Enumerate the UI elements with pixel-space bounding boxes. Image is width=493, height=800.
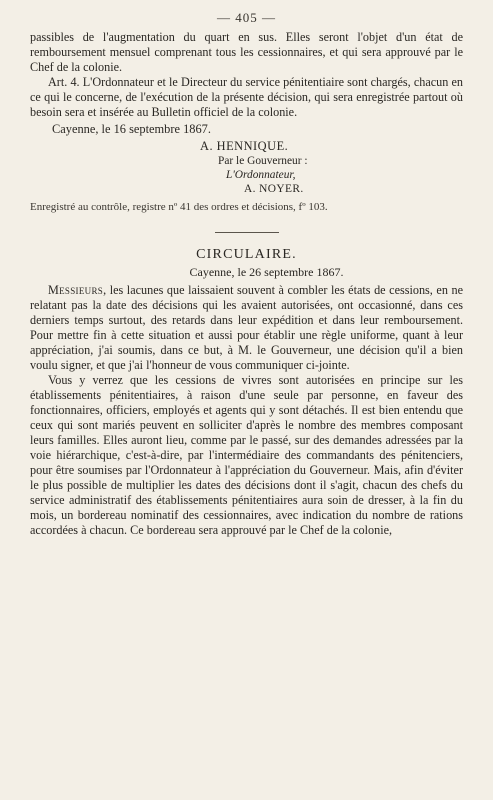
circular-salutation: Messieurs: [48, 283, 104, 297]
section-divider: [215, 232, 279, 233]
decision-place-date: Cayenne, le 16 septembre 1867.: [52, 122, 211, 136]
circular-paragraph-1: [30, 283, 463, 373]
signature-governor: A. HENNIQUE.: [200, 139, 289, 153]
page-number: — 405 —: [217, 10, 276, 25]
circular-paragraph-1-text: , les lacunes que laissaient souvent à combler les états de cessions, en ne relatant pas la date des décisions qui les avaient autorisées, ont occasionné, dans ces derniers temps surtout, des retards dans leur expédition et dans leur remboursement. Pour mettre fin à cette situation et aussi pour établir une règle uniforme, quant à leur appréciation, j'ai soumis, dans ce but, à M. le Gouverneur, une décision qu'il a bien voulu signer, et que j'ai l'honneur de vous communiquer ci-jointe.: [30, 283, 463, 372]
continued-paragraph: passibles de l'augmentation du quart en sus. Elles seront l'objet d'un état de remboursement mensuel comprenant tous les cessionnaires, et qui sera approuvé par le Chef de la colonie.: [30, 30, 463, 74]
signature-name: A. NOYER.: [244, 183, 304, 195]
circular-paragraph-2: Vous y verrez que les cessions de vivres sont autorisées en principe sur les établissements pénitentiaires, à raison d'une seule par personne, en faveur des fonctionnaires, officiers, employés et agents qui y sont détachés. Il est bien entendu que ceux qui sont mariés peuvent en solliciter d'après le nombre des membres composant leurs familles. Elles auront lieu, comme par le passé, sur des demandes adressées par la voie hiérarchique, c'est-à-dire, par l'intermédiaire des commandants des pénitenciers, pour être soumises par l'Ordonnateur à l'appréciation du Gouverneur. Mais, afin d'éviter le plus possible de multiplier les dates des décisions dont il s'agit, chacun des chefs du service administratif des établissements pénitentiaires aura soin de dresser, à la fin du mois, un bordereau nominatif des cessionnaires, avec indication du nombre de rations accordées à chacun. Ce bordereau sera approuvé par le Chef de la colonie,: [30, 373, 463, 537]
article-4-paragraph: Art. 4. L'Ordonnateur et le Directeur du service pénitentiaire sont chargés, chacun en ce qui le concerne, de l'exécution de la présente décision, qui sera enregistrée partout où besoin sera et insérée au Bulletin officiel de la colonie.: [30, 75, 463, 119]
circular-title: CIRCULAIRE.: [196, 247, 297, 262]
signature-by-line: Par le Gouverneur :: [218, 155, 308, 167]
signature-role: L'Ordonnateur,: [226, 169, 296, 181]
register-note: Enregistré au contrôle, registre nº 41 des ordres et décisions, fº 103.: [30, 201, 328, 213]
circular-date: Cayenne, le 26 septembre 1867.: [189, 265, 344, 279]
